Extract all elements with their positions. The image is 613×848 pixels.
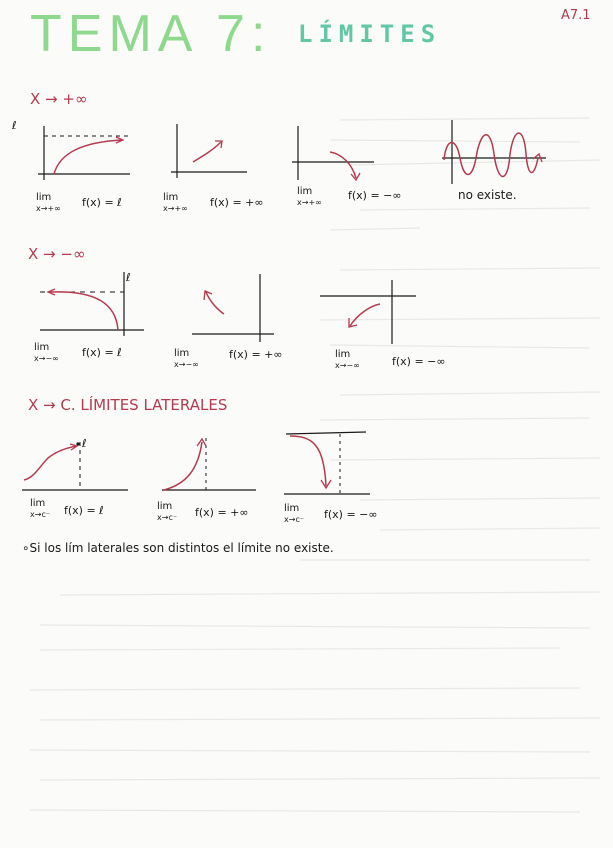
limit-minus-inf-l xyxy=(34,342,122,363)
lim-subscript: x→−∞ xyxy=(174,360,199,369)
lim-subscript: x→c⁻ xyxy=(30,510,51,519)
lim-subscript: x→−∞ xyxy=(335,361,360,370)
lim-subscript: x→+∞ xyxy=(163,204,188,213)
graph-limit-c-plus-inf xyxy=(160,432,260,496)
section-heading-plus-infinity: X → +∞ xyxy=(30,90,88,108)
limit-minus-inf-plus-inf xyxy=(174,348,283,369)
graph-label-l: ℓ xyxy=(82,437,87,450)
lim-subscript: x→+∞ xyxy=(297,198,322,207)
lim-expression: f(x) = +∞ xyxy=(229,348,283,361)
lim-expression: f(x) = +∞ xyxy=(210,196,264,209)
limit-c-minus-inf xyxy=(284,503,378,524)
lim-expression: f(x) = +∞ xyxy=(195,506,249,519)
lim-word: lim xyxy=(36,192,52,203)
limit-c-l xyxy=(30,498,104,519)
limit-minus-inf-minus-inf xyxy=(335,349,446,370)
limit-c-plus-inf xyxy=(157,501,249,522)
lim-word: lim xyxy=(34,342,50,353)
page-code: A7.1 xyxy=(561,8,591,23)
lim-word: lim xyxy=(335,349,351,360)
lim-subscript: x→c⁻ xyxy=(284,515,305,524)
lim-word: lim xyxy=(163,192,179,203)
graph-limit-minus-inf-minus-inf xyxy=(318,276,418,348)
lim-expression: f(x) = −∞ xyxy=(392,355,446,368)
limit-plus-inf-minus-inf xyxy=(297,186,402,207)
lim-expression: f(x) = ℓ xyxy=(82,346,122,359)
page-title: TEMA 7: xyxy=(30,5,272,63)
lim-expression: f(x) = ℓ xyxy=(82,196,122,209)
page-subtitle: LÍMITES xyxy=(298,20,442,48)
lim-expression: f(x) = −∞ xyxy=(348,189,402,202)
graph-limit-no-existe xyxy=(438,118,550,190)
graph-limit-plus-inf-minus-inf xyxy=(290,122,380,188)
graph-limit-minus-inf-plus-inf xyxy=(188,272,278,346)
graph-limit-l-plus-infinity xyxy=(34,118,134,188)
limit-plus-inf-plus-inf xyxy=(163,192,264,213)
graph-limit-c-minus-inf xyxy=(282,428,372,500)
lateral-limits-note: ∘Si los lím laterales son distintos el límite no existe. xyxy=(22,541,334,555)
lim-expression: f(x) = ℓ xyxy=(64,504,104,517)
graph-limit-c-l xyxy=(20,432,132,496)
limit-plus-inf-l xyxy=(36,192,122,213)
lim-word: lim xyxy=(157,501,173,512)
lim-expression: f(x) = −∞ xyxy=(324,508,378,521)
graph-limit-plus-inf-plus-inf xyxy=(163,120,253,190)
graph-label-l: ℓ xyxy=(126,271,131,284)
lim-word: lim xyxy=(30,498,46,509)
section-heading-to-c: X → C. LÍMITES LATERALES xyxy=(28,396,228,414)
section-heading-minus-infinity: X → −∞ xyxy=(28,245,86,263)
lim-word: lim xyxy=(284,503,300,514)
lim-word: lim xyxy=(174,348,190,359)
lim-subscript: x→−∞ xyxy=(34,354,59,363)
lim-subscript: x→c⁻ xyxy=(157,513,178,522)
lim-subscript: x→+∞ xyxy=(36,204,61,213)
graph-label-l: ℓ xyxy=(12,119,17,132)
lim-word: lim xyxy=(297,186,313,197)
limit-no-existe: no existe. xyxy=(458,188,517,202)
